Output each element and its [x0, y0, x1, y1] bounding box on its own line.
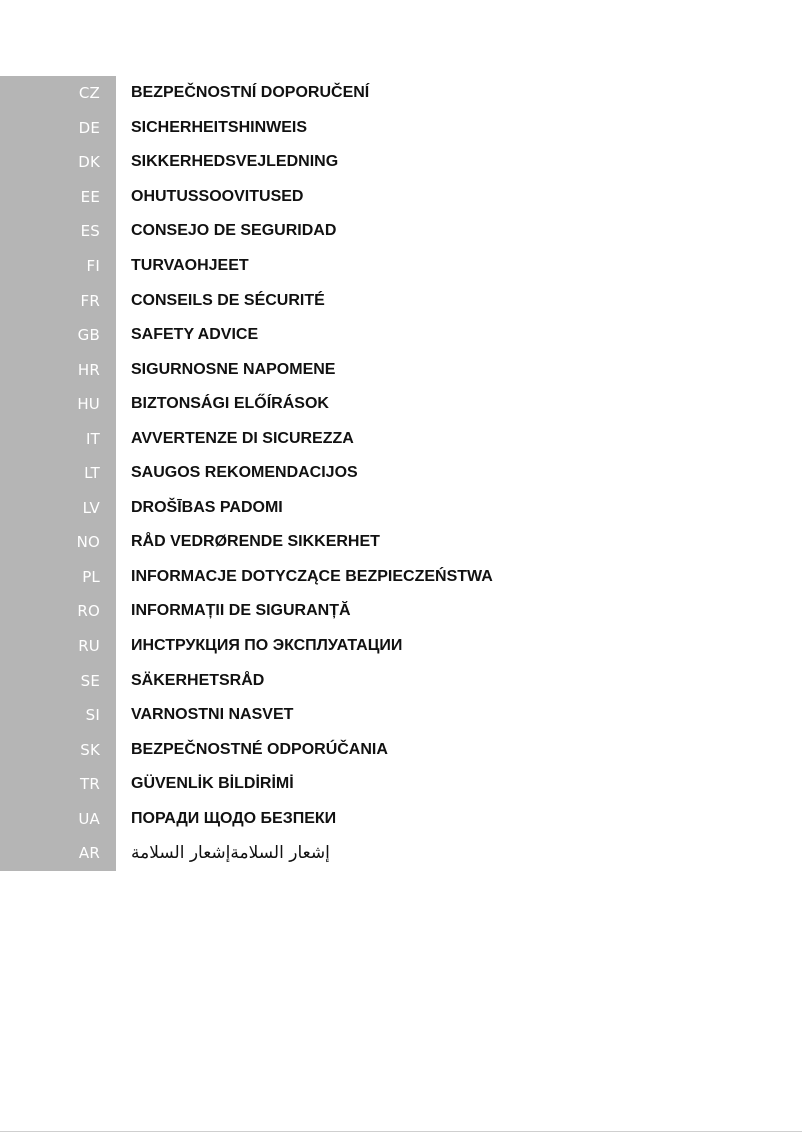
safety-title: SICHERHEITSHINWEIS — [131, 118, 308, 136]
language-code: HU — [77, 395, 100, 414]
safety-title: SIGURNOSNE NAPOMENE — [131, 360, 336, 378]
language-row-se — [0, 663, 802, 698]
language-row-lt — [0, 456, 802, 491]
language-row-it — [0, 421, 802, 456]
language-code: TR — [80, 775, 100, 794]
language-row-hu — [0, 387, 802, 422]
language-code: GB — [77, 326, 100, 345]
language-row-ee — [0, 180, 802, 215]
safety-title: إشعار السلامةإشعار السلامة — [131, 843, 330, 864]
language-code: ES — [80, 222, 100, 241]
language-row-tr — [0, 767, 802, 802]
language-row-ru — [0, 629, 802, 664]
safety-title: SAFETY ADVICE — [131, 326, 259, 344]
language-row-pl — [0, 560, 802, 595]
language-code: SI — [85, 706, 100, 725]
language-code: NO — [76, 533, 100, 552]
language-code: RO — [77, 602, 100, 621]
language-row-ua — [0, 801, 802, 836]
safety-title: SÄKERHETSRÅD — [131, 671, 265, 689]
language-row-ar — [0, 836, 802, 871]
safety-title: INFORMAȚII DE SIGURANȚĂ — [131, 602, 351, 620]
language-code: RU — [78, 637, 100, 656]
language-row-ro — [0, 594, 802, 629]
language-code: CZ — [78, 84, 100, 103]
safety-title: TURVAOHJEET — [131, 257, 249, 274]
language-code: SK — [80, 740, 100, 759]
page-bottom-rule — [0, 1131, 802, 1132]
language-code: FI — [86, 257, 100, 275]
language-row-cz — [0, 76, 802, 111]
safety-title: RÅD VEDRØRENDE SIKKERHET — [131, 533, 380, 551]
safety-title: ИНСТРУКЦИЯ ПО ЭКСПЛУАТАЦИИ — [131, 637, 403, 655]
safety-title: OHUTUSSOOVITUSED — [131, 187, 304, 205]
language-row-sk — [0, 732, 802, 767]
language-code: DK — [78, 153, 100, 172]
language-code: LT — [84, 464, 100, 483]
safety-title: BEZPEČNOSTNÍ DOPORUČENÍ — [131, 84, 370, 102]
safety-title: CONSEJO DE SEGURIDAD — [131, 222, 337, 240]
language-code: DE — [78, 118, 100, 137]
safety-title: DROŠĪBAS PADOMI — [131, 498, 283, 516]
language-code: PL — [82, 567, 100, 586]
safety-title: GÜVENLİK BİLDİRİMİ — [131, 775, 294, 793]
safety-title: BIZTONSÁGI ELŐÍRÁSOK — [131, 395, 329, 413]
language-row-fr — [0, 283, 802, 318]
language-row-hr — [0, 352, 802, 387]
language-list — [0, 76, 802, 871]
language-code: IT — [86, 429, 100, 448]
safety-title: INFORMACJE DOTYCZĄCE BEZPIECZEŃSTWA — [131, 567, 493, 585]
language-row-no — [0, 525, 802, 560]
language-row-si — [0, 698, 802, 733]
language-code: FR — [80, 291, 100, 310]
language-code: SE — [80, 671, 100, 690]
safety-title: AVVERTENZE DI SICUREZZA — [131, 429, 354, 447]
language-code: HR — [77, 360, 100, 379]
language-code: LV — [82, 498, 100, 517]
safety-title: ПОРАДИ ЩОДО БЕЗПЕКИ — [131, 809, 337, 827]
safety-title: SIKKERHEDSVEJLEDNING — [131, 153, 339, 171]
language-row-dk — [0, 145, 802, 180]
language-code: EE — [80, 187, 100, 206]
safety-title: CONSEILS DE SÉCURITÉ — [131, 291, 325, 309]
safety-title: BEZPEČNOSTNÉ ODPORÚČANIA — [131, 740, 388, 758]
language-row-fi — [0, 249, 802, 284]
language-code: AR — [78, 844, 100, 863]
safety-title: SAUGOS REKOMENDACIJOS — [131, 464, 358, 482]
language-row-gb — [0, 318, 802, 353]
language-row-de — [0, 111, 802, 146]
language-row-lv — [0, 491, 802, 526]
safety-title: VARNOSTNI NASVET — [131, 706, 294, 724]
language-code: UA — [78, 809, 100, 828]
language-row-es — [0, 214, 802, 249]
